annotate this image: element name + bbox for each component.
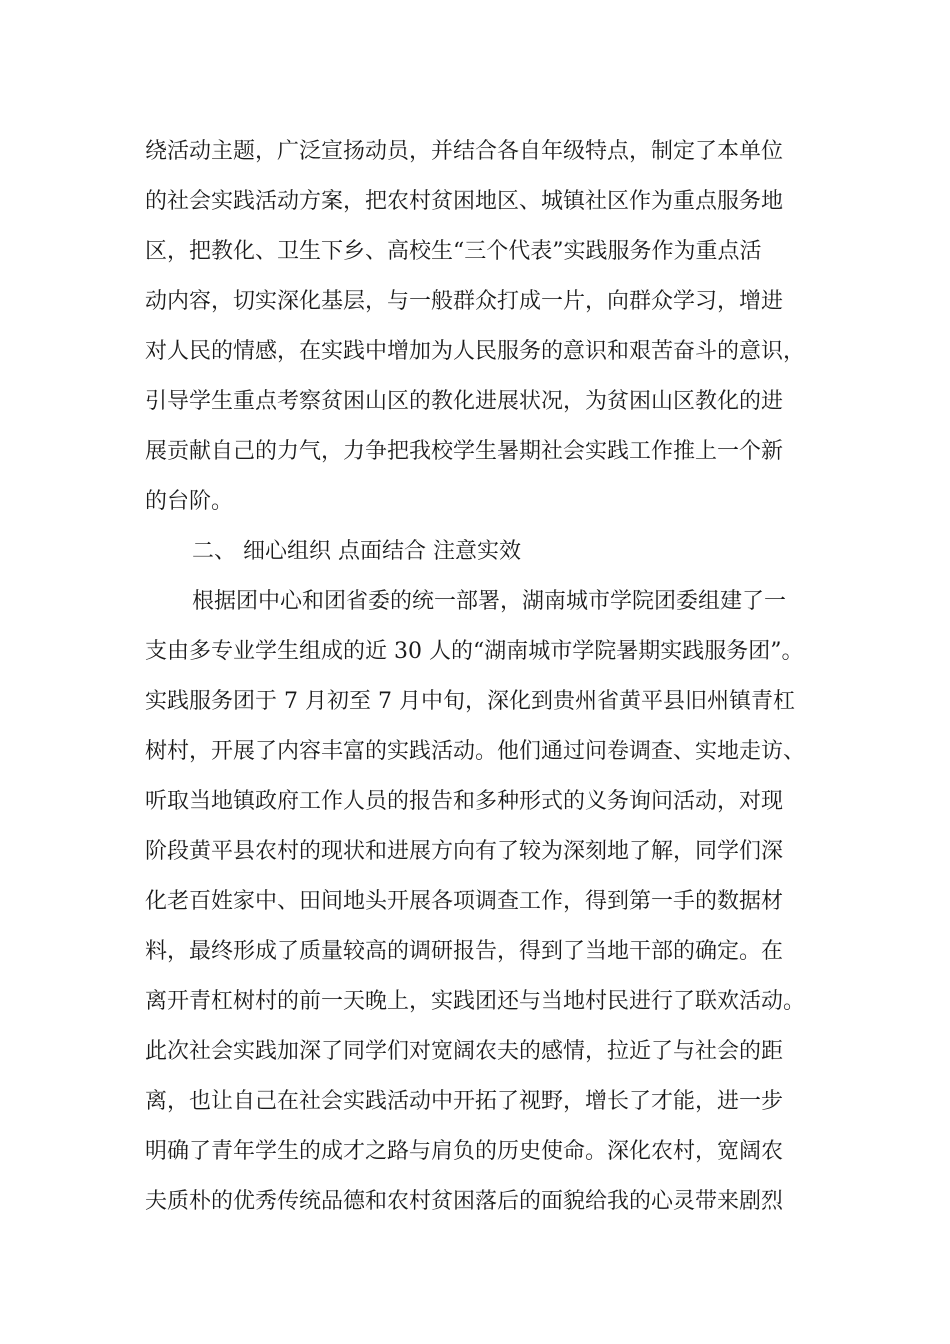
- text-line: 明确了青年学生的成才之路与肩负的历史使命。深化农村，宽阔农: [145, 1139, 784, 1164]
- text-line: 的社会实践活动方案，把农村贫困地区、城镇社区作为重点服务地: [145, 189, 784, 214]
- text-line: 引导学生重点考察贫困山区的教化进展状况，为贫困山区教化的进: [145, 389, 784, 414]
- section-heading: 二、 细心组织 点面结合 注意实效: [192, 539, 521, 564]
- text-line: 此次社会实践加深了同学们对宽阔农夫的感情，拉近了与社会的距: [145, 1039, 784, 1064]
- text-line: 离开青杠树村的前一天晚上，实践团还与当地村民进行了联欢活动。: [145, 989, 806, 1014]
- text-line: 对人民的情感，在实践中增加为人民服务的意识和艰苦奋斗的意识，: [145, 339, 806, 364]
- text-line: 阶段黄平县农村的现状和进展方向有了较为深刻地了解，同学们深: [145, 839, 784, 864]
- text-line: 离，也让自己在社会实践活动中开拓了视野，增长了才能，进一步: [145, 1089, 784, 1114]
- text-line: 区，把教化、卫生下乡、高校生“三个代表”实践服务作为重点活: [145, 239, 762, 264]
- text-line: 展贡献自己的力气，力争把我校学生暑期社会实践工作推上一个新: [145, 439, 784, 464]
- text-line: 听取当地镇政府工作人员的报告和多种形式的义务询问活动，对现: [145, 789, 784, 814]
- text-line: 料，最终形成了质量较高的调研报告，得到了当地干部的确定。在: [145, 939, 784, 964]
- text-line: 实践服务团于 7 月初至 7 月中旬，深化到贵州省黄平县旧州镇青杠: [145, 689, 795, 714]
- text-line: 夫质朴的优秀传统品德和农村贫困落后的面貌给我的心灵带来剧烈: [145, 1189, 784, 1214]
- text-line: 根据团中心和团省委的统一部署，湖南城市学院团委组建了一: [192, 589, 787, 614]
- text-line: 树村，开展了内容丰富的实践活动。他们通过问卷调查、实地走访、: [145, 739, 806, 764]
- text-line: 支由多专业学生组成的近 30 人的“湖南城市学院暑期实践服务团”。: [145, 639, 804, 664]
- text-line: 绕活动主题，广泛宣扬动员，并结合各自年级特点，制定了本单位: [145, 139, 784, 164]
- text-line: 化老百姓家中、田间地头开展各项调查工作，得到第一手的数据材: [145, 889, 784, 914]
- text-line: 的台阶。: [145, 489, 234, 514]
- text-line: 动内容，切实深化基层，与一般群众打成一片，向群众学习，增进: [145, 289, 784, 314]
